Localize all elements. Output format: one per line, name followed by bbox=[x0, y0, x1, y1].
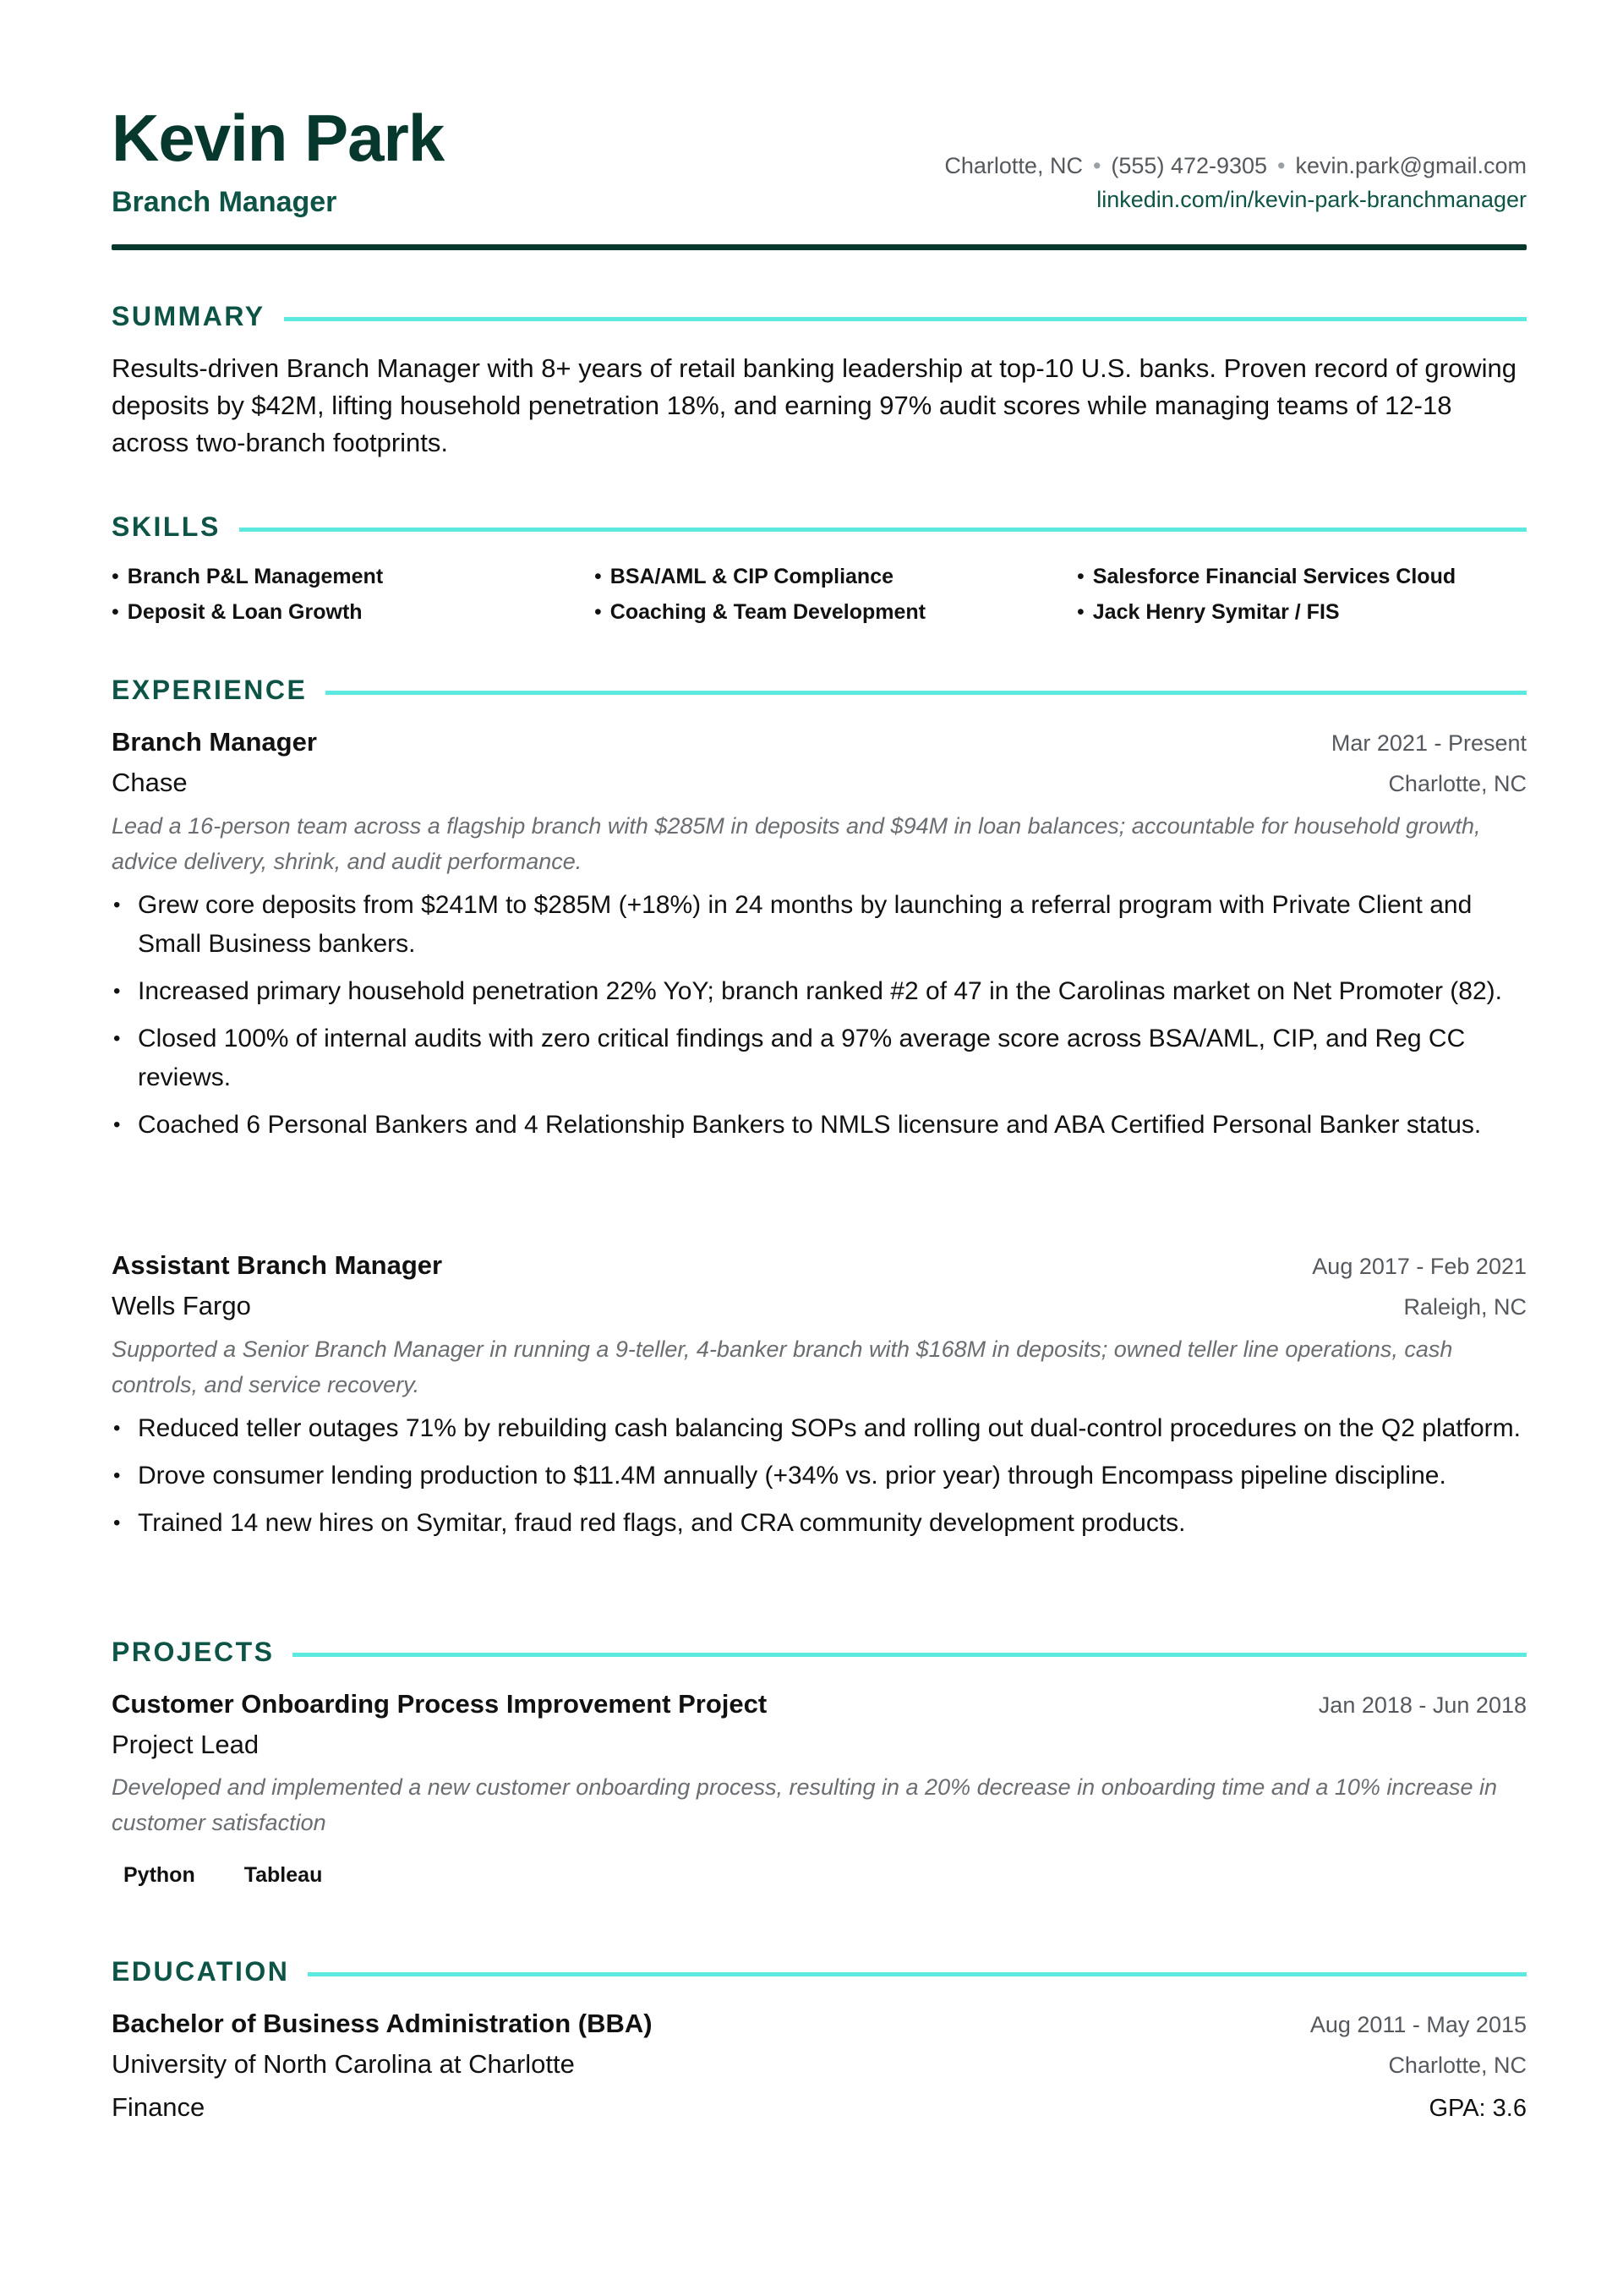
contact-phone: (555) 472-9305 bbox=[1111, 153, 1268, 178]
company-name: Wells Fargo bbox=[112, 1291, 251, 1320]
skill-item: • Branch P&L Management bbox=[112, 561, 594, 592]
linkedin-link[interactable]: linkedin.com/in/kevin-park-branchmanager bbox=[1096, 187, 1527, 212]
school-name: University of North Carolina at Charlotte bbox=[112, 2049, 575, 2079]
summary-text: Results-driven Branch Manager with 8+ years of retail banking leadership at top-10 U.S. banks. Proven record of growing deposits by $42M, lifting household penetration 18%, and earning 97% audit scores while managing teams of 12-18 across two-branch footprints. bbox=[112, 353, 1516, 457]
entry-subheader bbox=[112, 1724, 1527, 1766]
section-rule bbox=[292, 1653, 1527, 1657]
field-of-study: Finance bbox=[112, 2092, 205, 2122]
skill-item: • Deposit & Loan Growth bbox=[112, 597, 594, 627]
section-title: PROJECTS bbox=[112, 1637, 275, 1667]
contact-email[interactable]: kevin.park@gmail.com bbox=[1295, 153, 1527, 178]
project-entry bbox=[112, 1686, 1527, 1894]
candidate-title: Branch Manager bbox=[112, 186, 337, 218]
entry-subheader bbox=[112, 762, 1527, 805]
job-description: Lead a 16-person team across a flagship branch with $285M in deposits and $94M in loan balances; accountable for household growth, advice delivery, shrink, and audit performance. bbox=[112, 813, 1481, 874]
project-tags bbox=[108, 1856, 1527, 1894]
section-heading-education bbox=[112, 1954, 1527, 1988]
skill-item: • Salesforce Financial Services Cloud bbox=[1077, 561, 1527, 592]
project-role: Project Lead bbox=[112, 1730, 260, 1759]
section-heading-experience bbox=[112, 673, 1527, 707]
job-title: Assistant Branch Manager bbox=[112, 1250, 443, 1280]
entry-subheader bbox=[112, 1285, 1527, 1328]
education-entry bbox=[112, 2005, 1527, 2129]
gpa-value: GPA: 3.6 bbox=[1429, 2095, 1527, 2122]
section-rule bbox=[239, 528, 1527, 532]
project-title: Customer Onboarding Process Improvement Project bbox=[112, 1689, 768, 1719]
contact-separator: • bbox=[1277, 153, 1286, 178]
skill-item: • Jack Henry Symitar / FIS bbox=[1077, 597, 1527, 627]
degree-name: Bachelor of Business Administration (BBA) bbox=[112, 2009, 653, 2038]
education-dates: Aug 2011 - May 2015 bbox=[1309, 2012, 1527, 2037]
company-name: Chase bbox=[112, 768, 188, 797]
experience-entry bbox=[112, 724, 1527, 1153]
achievement-item: • Grew core deposits from $241M to $285M (+18%) in 24 months by launching a referral program with Private Client and Small Business bankers. bbox=[112, 886, 1527, 964]
contact-line bbox=[944, 149, 1527, 183]
entry-header bbox=[112, 1247, 1527, 1285]
section-heading-summary bbox=[112, 299, 1527, 333]
entry-detail bbox=[112, 2086, 1527, 2129]
achievement-item: • Drove consumer lending production to $11.4M annually (+34% vs. prior year) through Encompass pipeline discipline. bbox=[112, 1457, 1527, 1495]
entry-header bbox=[112, 2005, 1527, 2043]
entry-header bbox=[112, 1686, 1527, 1724]
job-dates: Aug 2017 - Feb 2021 bbox=[1312, 1254, 1527, 1279]
tag-chip: Python bbox=[123, 1863, 195, 1887]
skills-list bbox=[112, 561, 1527, 627]
achievement-item: • Increased primary household penetration 22% YoY; branch ranked #2 of 47 in the Carolinas market on Net Promoter (82). bbox=[112, 972, 1527, 1011]
entry-header bbox=[112, 724, 1527, 762]
skill-item: • BSA/AML & CIP Compliance bbox=[594, 561, 1077, 592]
skill-item: • Coaching & Team Development bbox=[594, 597, 1077, 627]
section-rule bbox=[308, 1972, 1527, 1976]
section-title: SKILLS bbox=[112, 511, 221, 542]
section-title: SUMMARY bbox=[112, 301, 265, 331]
achievement-list bbox=[112, 886, 1527, 1145]
school-location: Charlotte, NC bbox=[1388, 2053, 1527, 2078]
contact-separator: • bbox=[1092, 153, 1101, 178]
job-location: Charlotte, NC bbox=[1388, 771, 1527, 796]
job-title: Branch Manager bbox=[112, 727, 317, 757]
job-location: Raleigh, NC bbox=[1403, 1294, 1527, 1320]
project-dates: Jan 2018 - Jun 2018 bbox=[1318, 1692, 1527, 1718]
achievement-list bbox=[112, 1409, 1527, 1543]
candidate-name: Kevin Park bbox=[112, 101, 445, 175]
tag-chip: Tableau bbox=[243, 1863, 323, 1887]
achievement-item: • Trained 14 new hires on Symitar, fraud red flags, and CRA community development products. bbox=[112, 1504, 1527, 1543]
header-divider bbox=[112, 244, 1527, 250]
project-description: Developed and implemented a new customer onboarding process, resulting in a 20% decrease in onboarding time and a 10% increase in customer satisfaction bbox=[112, 1774, 1497, 1835]
section-title: EXPERIENCE bbox=[112, 675, 308, 705]
section-rule bbox=[284, 317, 1527, 321]
section-heading-skills bbox=[112, 510, 1527, 544]
section-title: EDUCATION bbox=[112, 1956, 290, 1987]
experience-entry bbox=[112, 1247, 1527, 1551]
contact-info bbox=[944, 149, 1527, 216]
entry-subheader bbox=[112, 2043, 1527, 2086]
achievement-item: • Reduced teller outages 71% by rebuilding cash balancing SOPs and rolling out dual-control procedures on the Q2 platform. bbox=[112, 1409, 1527, 1448]
job-dates: Mar 2021 - Present bbox=[1331, 730, 1527, 756]
job-description: Supported a Senior Branch Manager in running a 9-teller, 4-banker branch with $168M in deposits; owned teller line operations, cash controls, and service recovery. bbox=[112, 1337, 1453, 1397]
section-rule bbox=[325, 691, 1527, 695]
contact-location: Charlotte, NC bbox=[944, 153, 1083, 178]
achievement-item: • Closed 100% of internal audits with zero critical findings and a 97% average score across BSA/AML, CIP, and Reg CC reviews. bbox=[112, 1020, 1527, 1097]
achievement-item: • Coached 6 Personal Bankers and 4 Relationship Bankers to NMLS licensure and ABA Certified Personal Banker status. bbox=[112, 1106, 1527, 1145]
section-heading-projects bbox=[112, 1635, 1527, 1669]
